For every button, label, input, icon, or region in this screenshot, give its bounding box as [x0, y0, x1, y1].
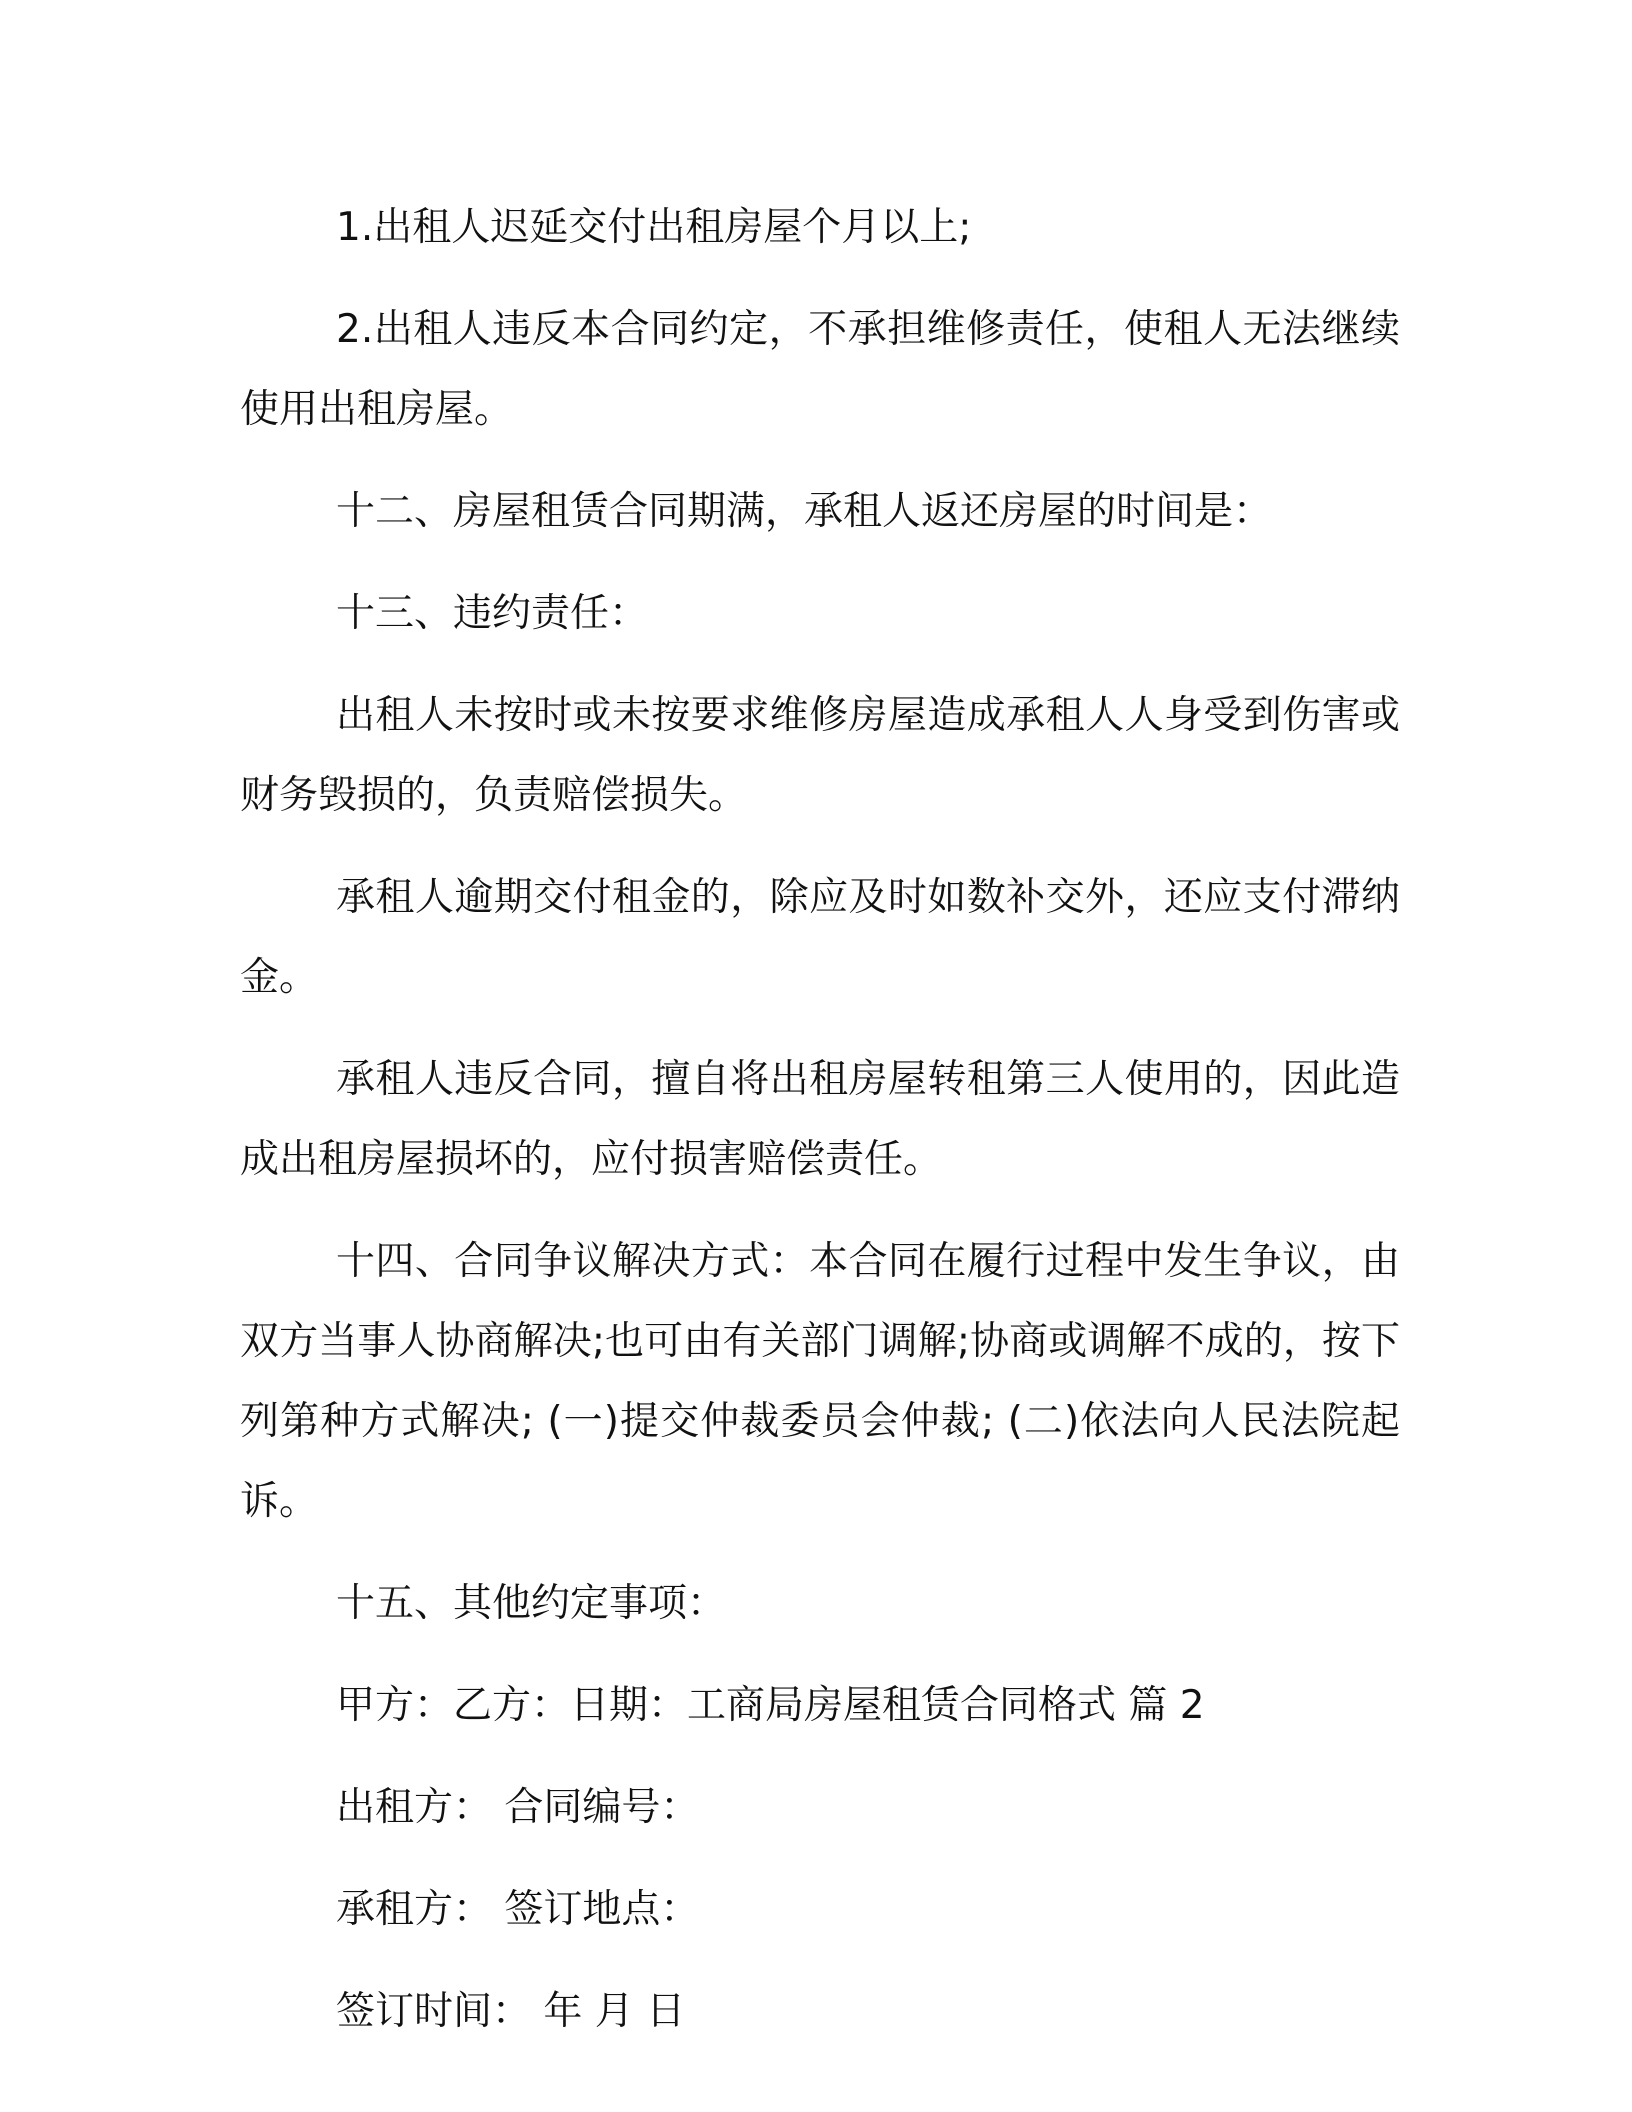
section-12-return-time: 十二、房屋租赁合同期满，承租人返还房屋的时间是：: [336, 489, 1273, 534]
signing-time: 签订时间： 年 月 日: [336, 1989, 686, 2034]
section-13-heading: 十三、违约责任：: [336, 591, 649, 636]
section-15-other: 十五、其他约定事项：: [336, 1581, 727, 1626]
liability-sublet: 承租人违反合同，擅自将出租房屋转租第三人使用的，因此造成出租房屋损坏的，应付损害赔偿责任。: [240, 1057, 1400, 1182]
parties-date-line: 甲方：乙方：日期：工商局房屋租赁合同格式 篇 2: [336, 1683, 1205, 1728]
clause-delay-delivery: 1.出租人迟延交付出租房屋个月以上;: [336, 205, 972, 250]
lessor-contract-number: 出租方： 合同编号：: [336, 1785, 700, 1830]
document-body: [240, 188, 1400, 2074]
liability-lessor-repair: 出租人未按时或未按要求维修房屋造成承租人人身受到伤害或财务毁损的，负责赔偿损失。: [240, 693, 1400, 818]
section-14-dispute: 十四、合同争议解决方式：本合同在履行过程中发生争议，由双方当事人协商解决;也可由有关部门调解;协商或调解不成的，按下列第种方式解决; (一)提交仲裁委员会仲裁; (二)依法向人民法院起诉。: [240, 1239, 1400, 1524]
liability-late-rent: 承租人逾期交付租金的，除应及时如数补交外，还应支付滞纳金。: [240, 875, 1400, 1000]
clause-no-repair: 2.出租人违反本合同约定，不承担维修责任，使租人无法继续使用出租房屋。: [240, 307, 1400, 432]
lessee-signing-place: 承租方： 签订地点：: [336, 1887, 700, 1932]
